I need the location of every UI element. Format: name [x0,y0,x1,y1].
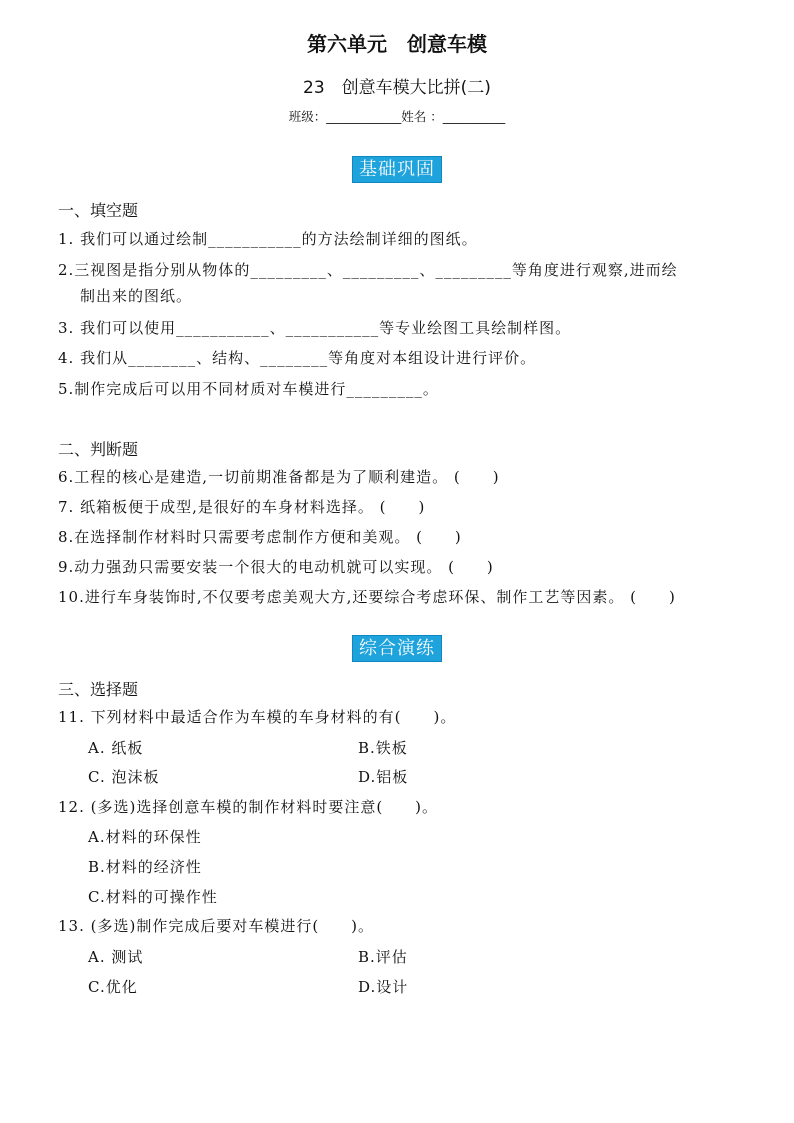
choice-option: C. 泡沫板 [88,768,160,786]
section-badge-basic: 基础巩固 [352,156,442,183]
choice-question-13: 13. (多选)制作完成后要对车模进行( )。 [58,917,375,935]
choice-option: C.优化 [88,978,138,996]
section-heading-judge: 二、判断题 [58,440,139,459]
choice-option: D.铝板 [358,768,409,786]
section-heading-fill: 一、填空题 [58,201,139,220]
choice-option: A. 测试 [88,948,144,966]
section-badge-practice: 综合演练 [352,635,442,662]
section-heading-choice: 三、选择题 [58,680,139,699]
fill-question-2-cont: 制出来的图纸。 [80,287,193,305]
unit-title: 第六单元 创意车模 [307,32,487,56]
fill-question-5: 5.制作完成后可以用不同材质对车模进行_________。 [58,380,439,398]
choice-option: A.材料的环保性 [88,828,202,846]
lesson-title: 23 创意车模大比拼(二) [303,78,491,98]
judge-question-9: 9.动力强劲只需要安装一个很大的电动机就可以实现。 ( ) [58,558,494,576]
choice-question-12: 12. (多选)选择创意车模的制作材料时要注意( )。 [58,798,439,816]
choice-option: C.材料的可操作性 [88,888,218,906]
class-name-line: 班级：____________姓名 ：__________ [288,109,506,124]
fill-question-4: 4. 我们从________、结构、________等角度对本组设计进行评价。 [58,349,537,367]
choice-option: B.材料的经济性 [88,858,202,876]
fill-question-1: 1. 我们可以通过绘制___________的方法绘制详细的图纸。 [58,230,478,248]
judge-question-8: 8.在选择制作材料时只需要考虑制作方便和美观。 ( ) [58,528,462,546]
judge-question-7: 7. 纸箱板便于成型,是很好的车身材料选择。 ( ) [58,498,426,516]
fill-question-3: 3. 我们可以使用___________、___________等专业绘图工具绘制样图。 [58,319,572,337]
judge-question-6: 6.工程的核心是建造,一切前期准备都是为了顺利建造。 ( ) [58,468,500,486]
choice-option: B.铁板 [358,739,408,757]
choice-option: D.设计 [358,978,409,996]
choice-option: B.评估 [358,948,408,966]
judge-question-10: 10.进行车身装饰时,不仅要考虑美观大方,还要综合考虑环保、制作工艺等因素。 ( ) [58,588,676,606]
choice-question-11: 11. 下列材料中最适合作为车模的车身材料的有( )。 [58,708,457,726]
fill-question-2: 2.三视图是指分别从物体的_________、_________、_________等角度进行观察,进而绘 [58,261,678,279]
choice-option: A. 纸板 [88,739,144,757]
